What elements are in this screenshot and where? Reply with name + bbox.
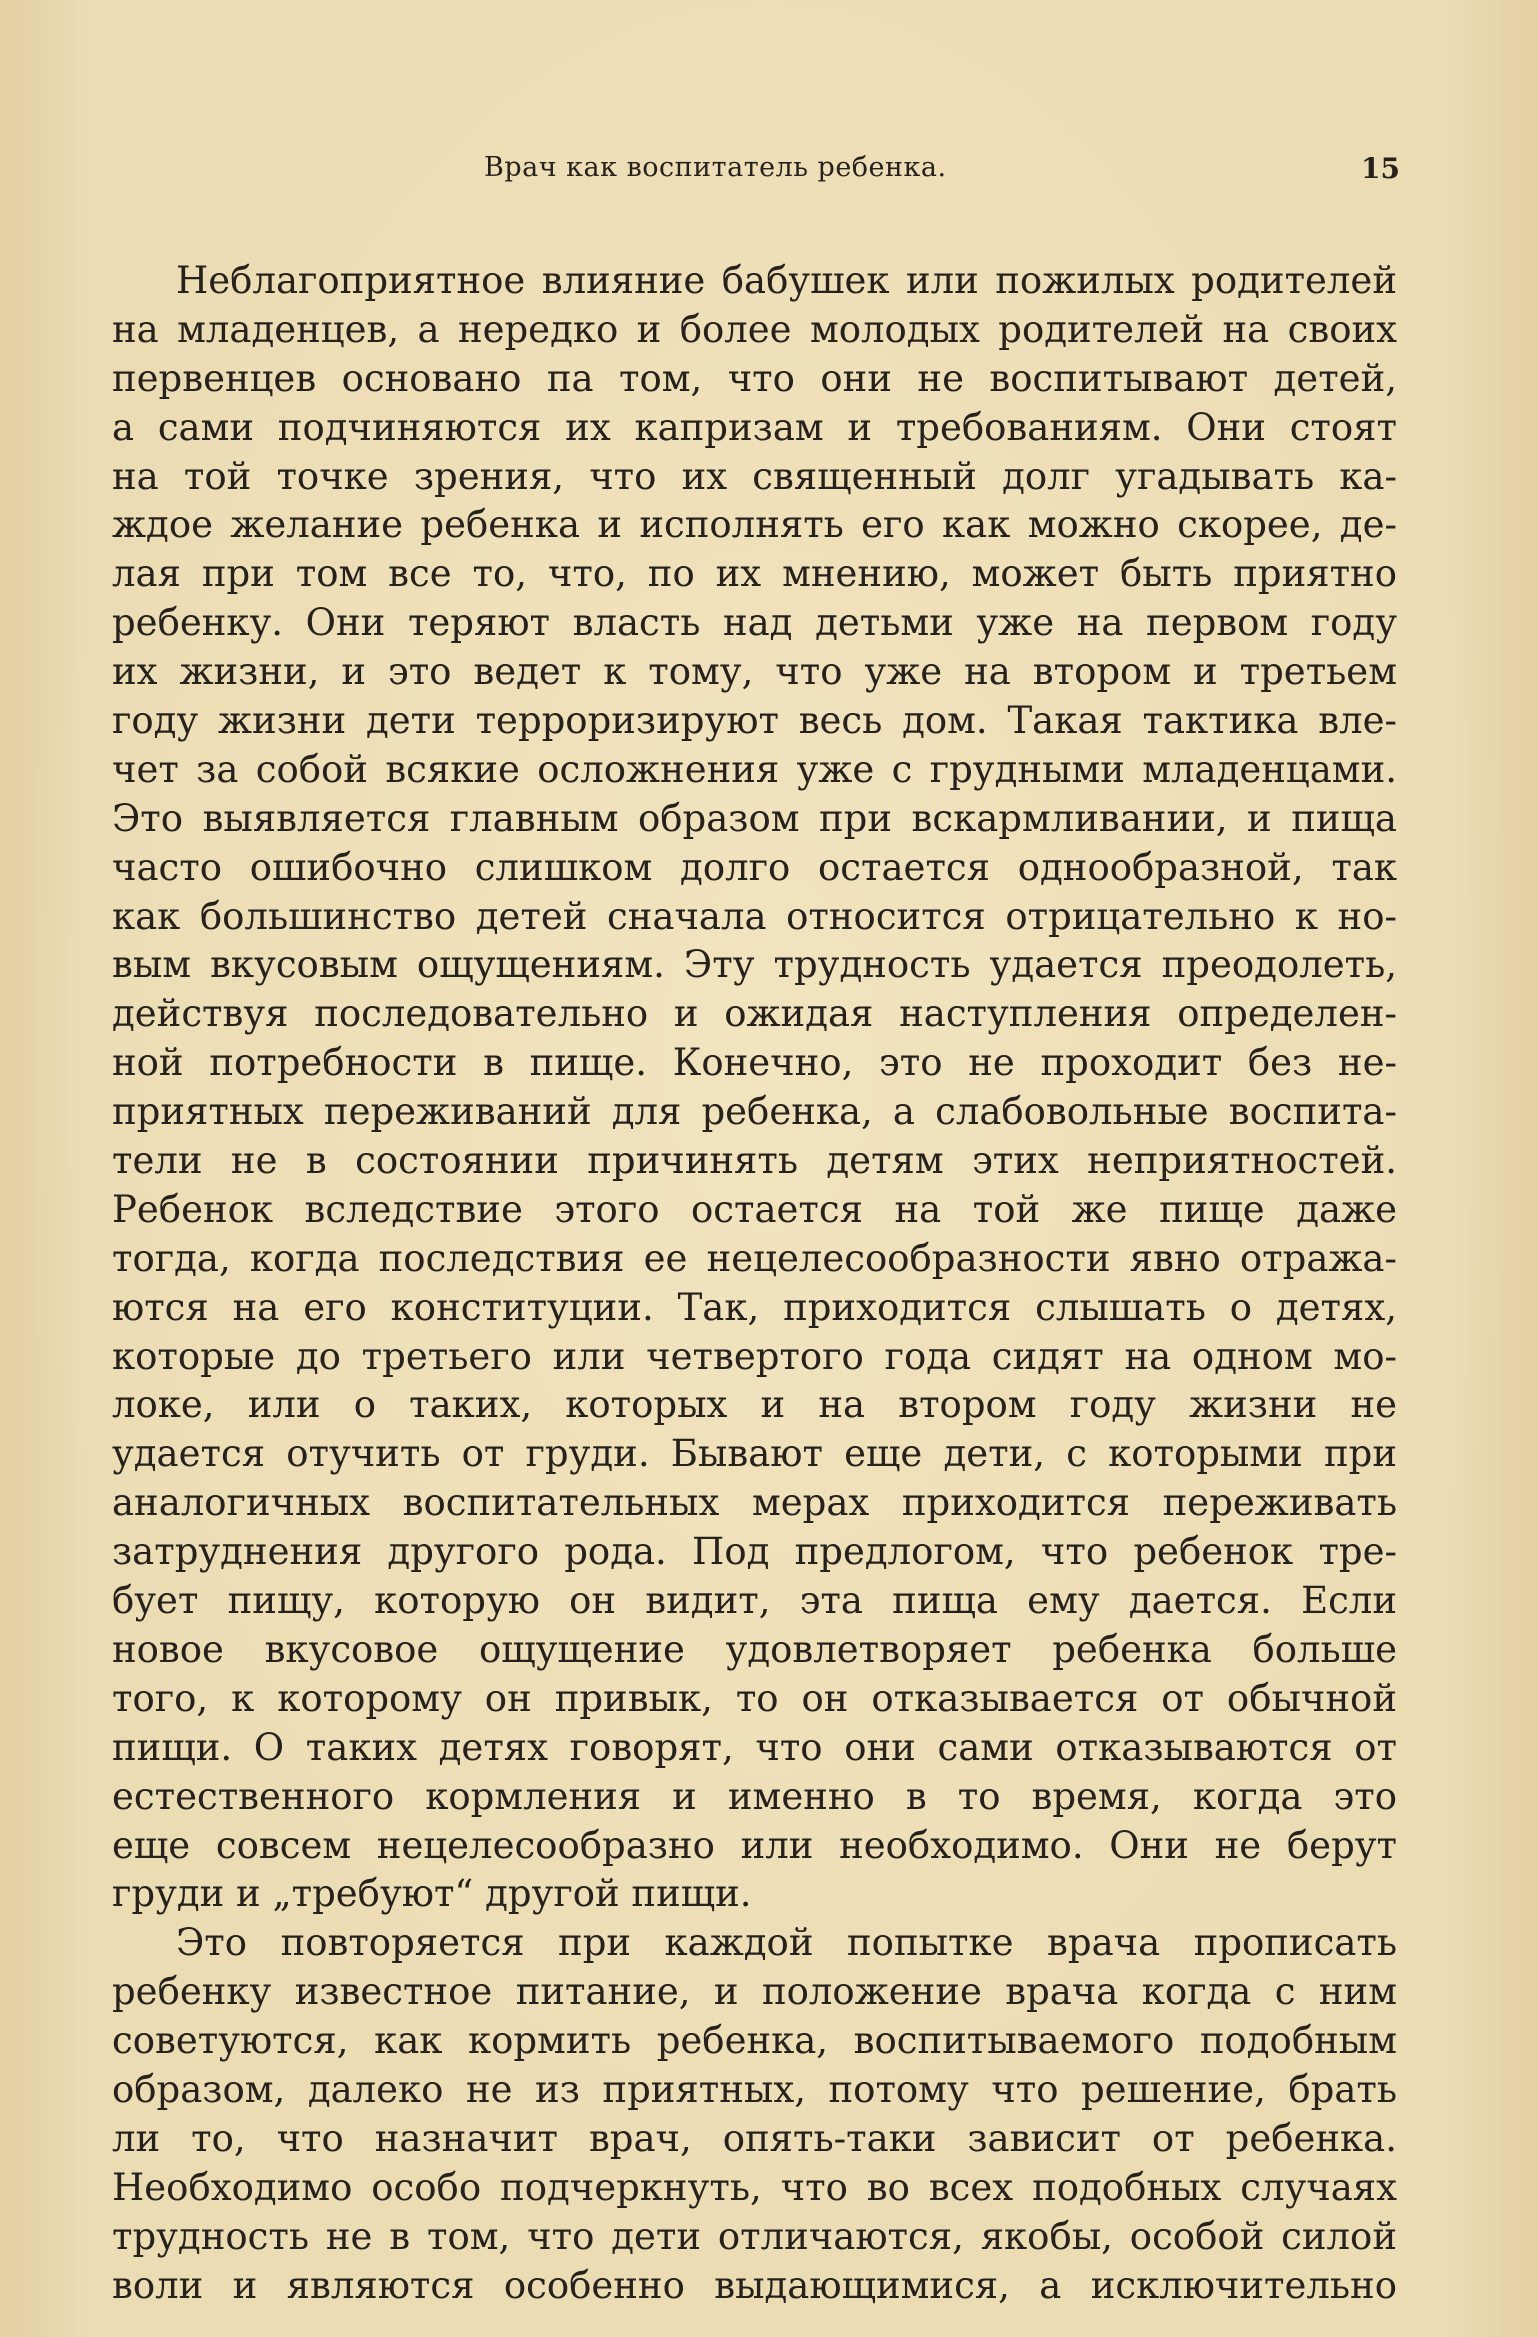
text-line: тогда, когда последствия ее нецелесообразности явно отража- bbox=[112, 1236, 1397, 1280]
text-line: тели не в состоянии причинять детям этих неприятностей. bbox=[112, 1139, 1397, 1183]
text-line: на младенцев, а нередко и более молодых родителей на своих bbox=[112, 307, 1397, 351]
text-line: Это повторяется при каждой попытке врача прописать bbox=[176, 1921, 1397, 1965]
text-line: которые до третьего или четвертого года сидят на одном мо- bbox=[112, 1334, 1397, 1378]
text-line: аналогичных воспитательных мерах приходится переживать bbox=[112, 1481, 1397, 1525]
text-line: на той точке зрения, что их священный долг угадывать ка- bbox=[112, 454, 1397, 498]
text-line: воли и являются особенно выдающимися, а исключительно bbox=[112, 2263, 1397, 2307]
page-header bbox=[440, 152, 1400, 192]
text-line: удается отучить от груди. Бывают еще дети, с которыми при bbox=[112, 1432, 1397, 1476]
text-line: чет за собой всякие осложнения уже с грудными младенцами. bbox=[112, 747, 1397, 791]
text-line: трудность не в том, что дети отличаются, якобы, особой силой bbox=[112, 2214, 1397, 2258]
text-line: пищи. О таких детях говорят, что они сами отказываются от bbox=[112, 1725, 1397, 1769]
text-line: Необходимо особо подчеркнуть, что во всех подобных случаях bbox=[112, 2165, 1397, 2209]
text-line: Это выявляется главным образом при вскармливании, и пища bbox=[112, 796, 1397, 840]
text-line: ной потребности в пище. Конечно, это не проходит без не- bbox=[112, 1041, 1397, 1085]
text-line: груди и „требуют“ другой пищи. bbox=[112, 1872, 752, 1916]
text-line: приятных переживаний для ребенка, а слабовольные воспита- bbox=[112, 1090, 1397, 1134]
text-line: лая при том все то, что, по их мнению, может быть приятно bbox=[112, 552, 1397, 596]
text-line: новое вкусовое ощущение удовлетворяет ребенка больше bbox=[112, 1627, 1397, 1671]
text-line: году жизни дети терроризируют весь дом. Такая тактика вле- bbox=[112, 699, 1397, 743]
text-line: как большинство детей сначала относится отрицательно к но- bbox=[112, 894, 1397, 938]
running-title: Врач как воспитатель ребенка. bbox=[484, 152, 947, 183]
text-line: локе, или о таких, которых и на втором году жизни не bbox=[112, 1383, 1397, 1427]
text-line: затруднения другого рода. Под предлогом, что ребенок тре- bbox=[112, 1530, 1397, 1574]
text-line: Неблагоприятное влияние бабушек или пожилых родителей bbox=[176, 259, 1397, 302]
text-line: еще совсем нецелесообразно или необходимо. Они не берут bbox=[112, 1823, 1397, 1867]
text-line: их жизни, и это ведет к тому, что уже на втором и третьем bbox=[112, 650, 1397, 694]
text-line: ребенку. Они теряют власть над детьми уже на первом году bbox=[112, 601, 1397, 645]
text-line: образом, далеко не из приятных, потому что решение, брать bbox=[112, 2067, 1397, 2111]
text-line: ли то, что назначит врач, опять-таки зависит от ребенка. bbox=[112, 2116, 1397, 2160]
page-number: 15 bbox=[1361, 152, 1400, 185]
text-line: бует пищу, которую он видит, эта пища ему дается. Если bbox=[112, 1579, 1397, 1623]
text-line: того, к которому он привык, то он отказывается от обычной bbox=[112, 1676, 1397, 1720]
text-line: часто ошибочно слишком долго остается однообразной, так bbox=[112, 845, 1397, 889]
text-line: ребенку известное питание, и положение врача когда с ним bbox=[112, 1970, 1397, 2014]
text-line: советуются, как кормить ребенка, воспитываемого подобным bbox=[112, 2019, 1397, 2063]
text-line: первенцев основано па том, что они не воспитывают детей, bbox=[112, 356, 1397, 400]
body-text bbox=[112, 257, 1397, 2310]
text-line: ждое желание ребенка и исполнять его как можно скорее, де- bbox=[112, 503, 1397, 547]
text-line: а сами подчиняются их капризам и требованиям. Они стоят bbox=[112, 405, 1397, 449]
text-line: ются на его конституции. Так, приходится слышать о детях, bbox=[112, 1285, 1397, 1329]
text-line: действуя последовательно и ожидая наступления определен- bbox=[112, 992, 1397, 1036]
text-line: естественного кормления и именно в то время, когда это bbox=[112, 1774, 1397, 1818]
text-line: Ребенок вследствие этого остается на той же пище даже bbox=[112, 1187, 1397, 1231]
text-line: вым вкусовым ощущениям. Эту трудность удается преодолеть, bbox=[112, 943, 1397, 987]
